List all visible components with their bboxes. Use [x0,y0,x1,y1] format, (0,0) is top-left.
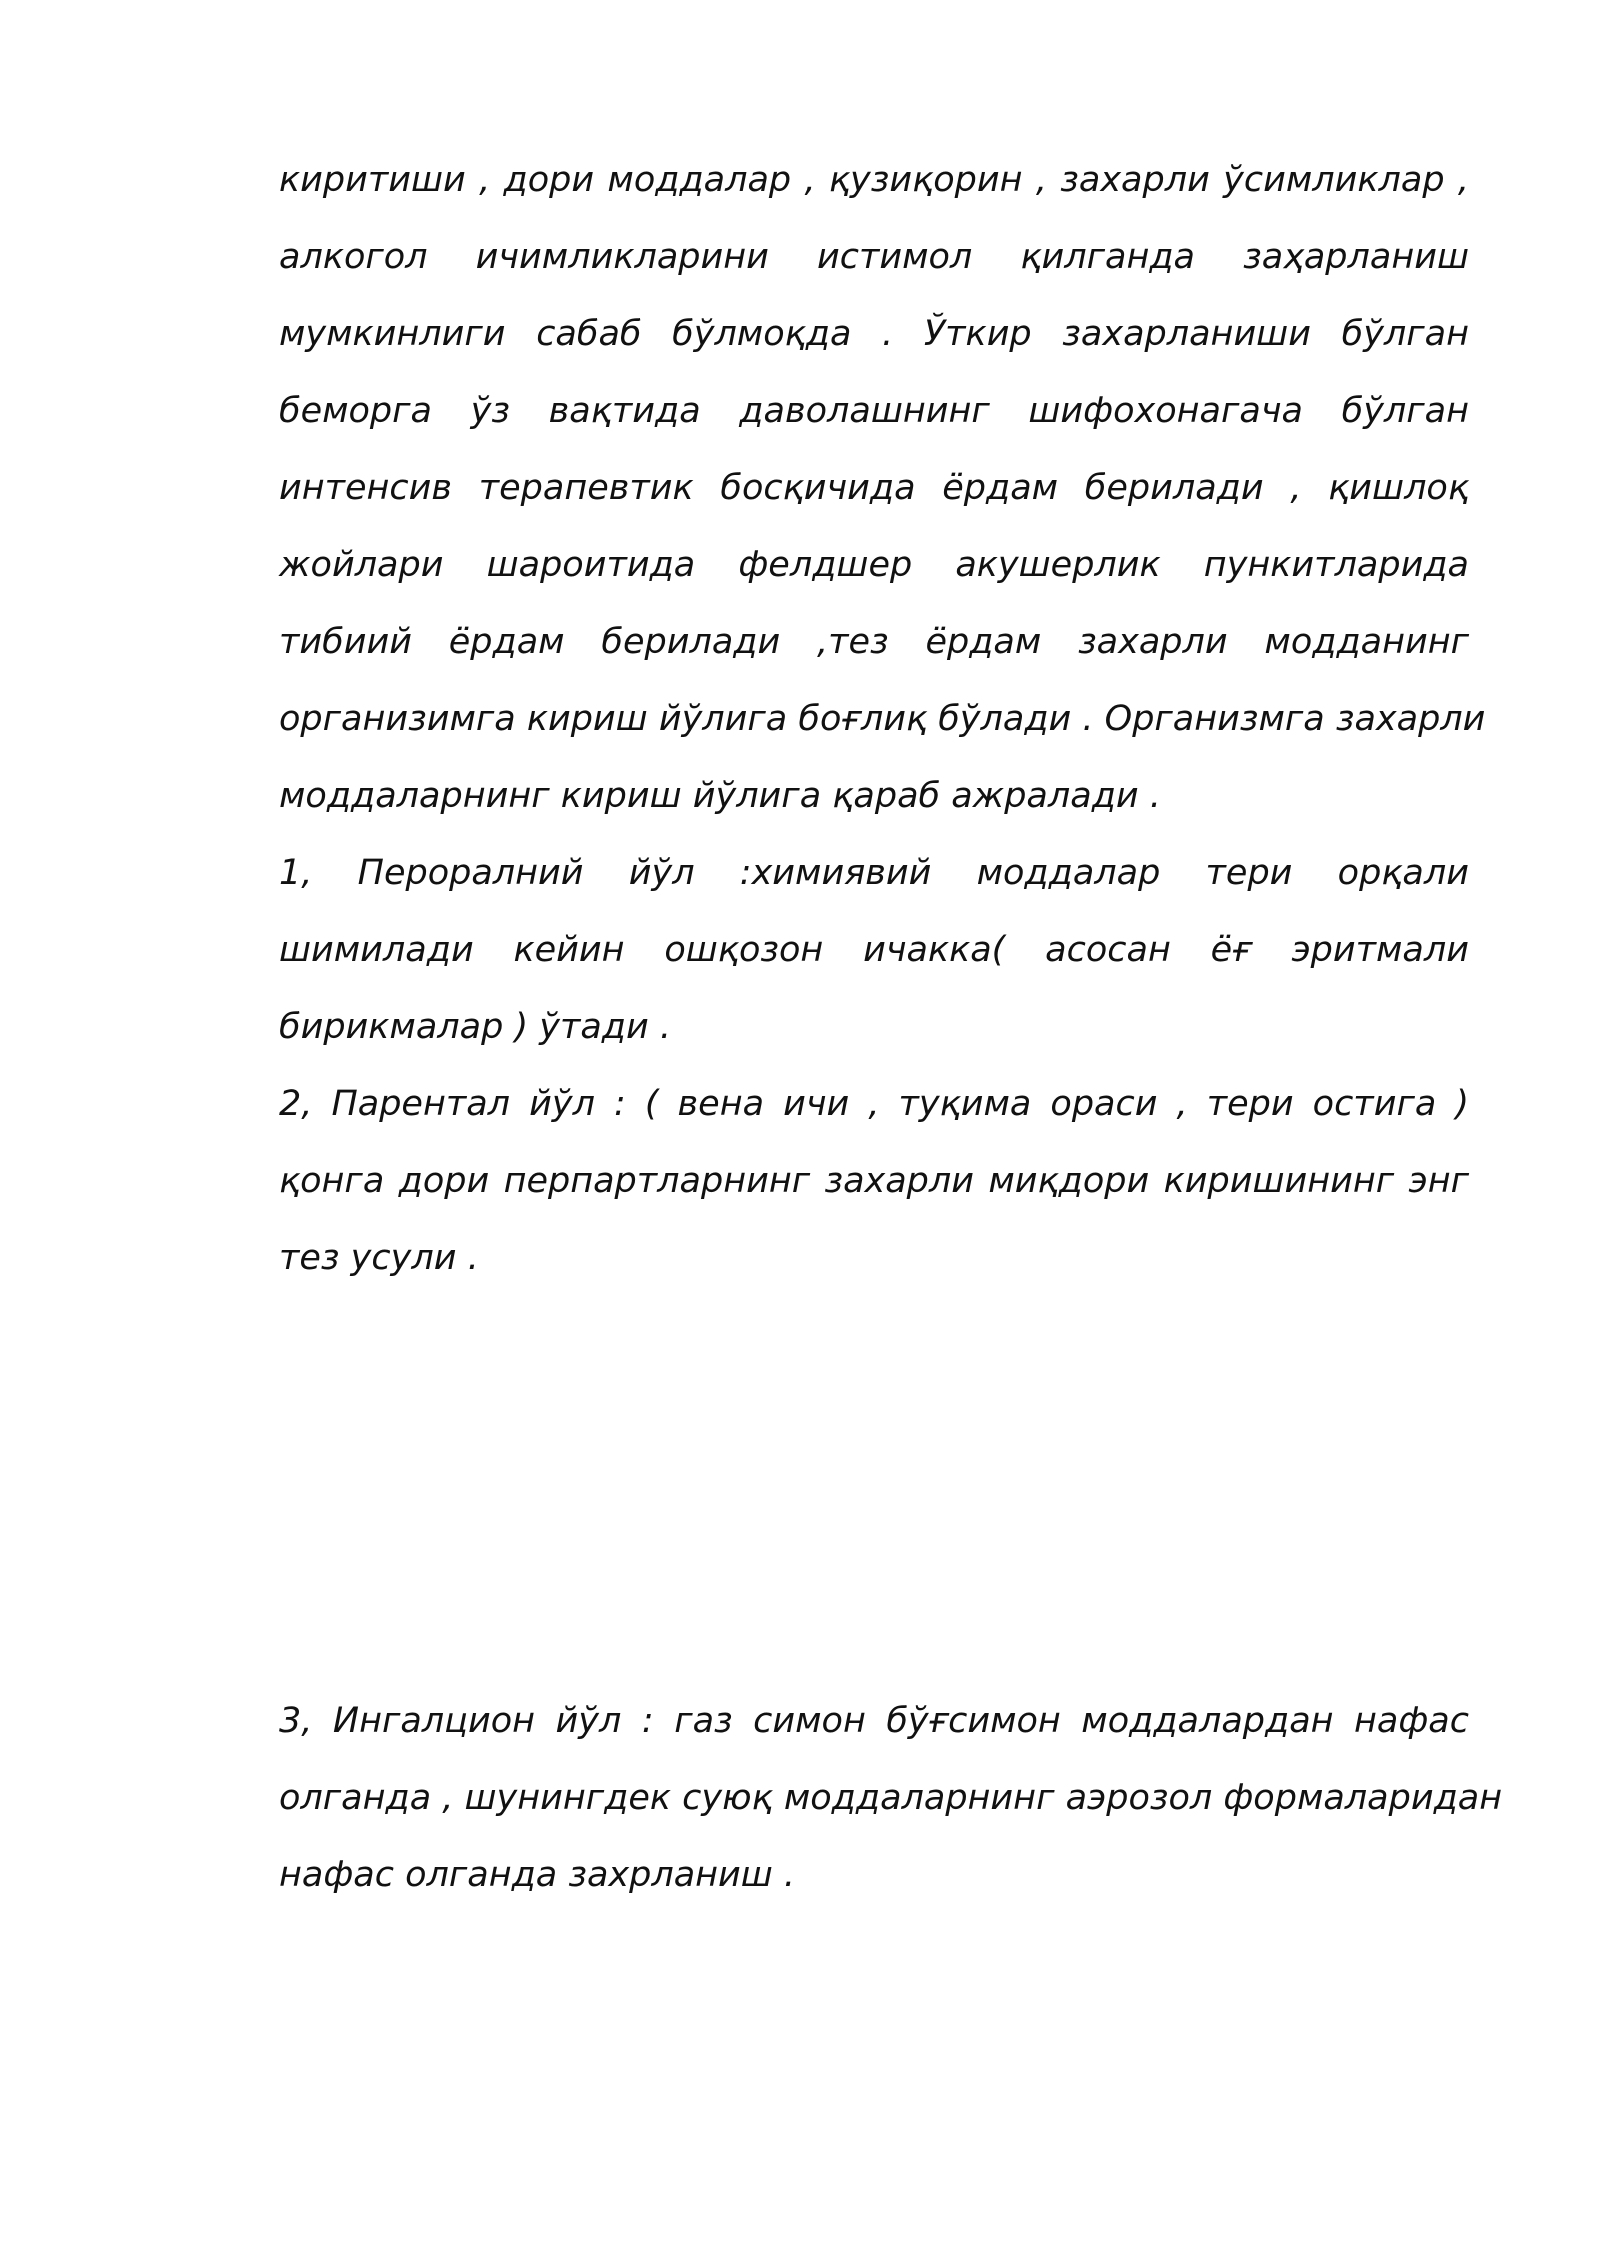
text-line: интенсив терапевтик босқичида ёрдам берилади , қишлоқ [279,468,1469,508]
text-line: 2, Парентал йўл : ( вена ичи , туқима ораси , тери остига ) [279,1084,1469,1124]
text-line: шимилади кейин ошқозон ичакка( асосан ёғ эритмали [279,930,1469,970]
text-line: тибиий ёрдам берилади ,тез ёрдам захарли модданинг [279,622,1469,662]
text-line: олганда , шунингдек суюқ моддаларнинг аэрозол формаларидан [279,1778,1503,1818]
list-item-inhalation-route [279,1683,1503,1914]
text-line: мумкинлиги сабаб бўлмоқда . Ўткир захарланиши бўлган [279,314,1469,354]
text-line: алкогол ичимликларини истимол қилганда заҳарланиш [279,237,1469,277]
text-line: моддаларнинг кириш йўлига қараб ажралади . [279,776,1161,816]
text-line: организимга кириш йўлига боғлиқ бўлади . Организмга захарли [279,699,1486,739]
list-item-parenteral-route [279,1066,1469,1297]
paragraph-poisoning-causes [279,142,1486,835]
text-line: киритиши , дори моддалар , қузиқорин , захарли ўсимликлар , [279,160,1469,200]
text-line: нафас олганда захрланиш . [279,1855,796,1895]
text-line: бирикмалар ) ўтади . [279,1007,671,1047]
list-item-peroral-route [279,835,1469,1066]
text-line: тез усули . [279,1238,479,1278]
text-line: қонга дори перпартларнинг захарли миқдори киришининг энг [279,1161,1469,1201]
text-line: 1, Пероралний йўл :химиявий моддалар тери орқали [279,853,1469,893]
text-line: беморга ўз вақтида даволашнинг шифохонагача бўлган [279,391,1469,431]
text-line: жойлари шароитида фелдшер акушерлик пункитларида [279,545,1469,585]
text-line: 3, Ингалцион йўл : газ симон бўғсимон моддалардан нафас [279,1701,1469,1741]
